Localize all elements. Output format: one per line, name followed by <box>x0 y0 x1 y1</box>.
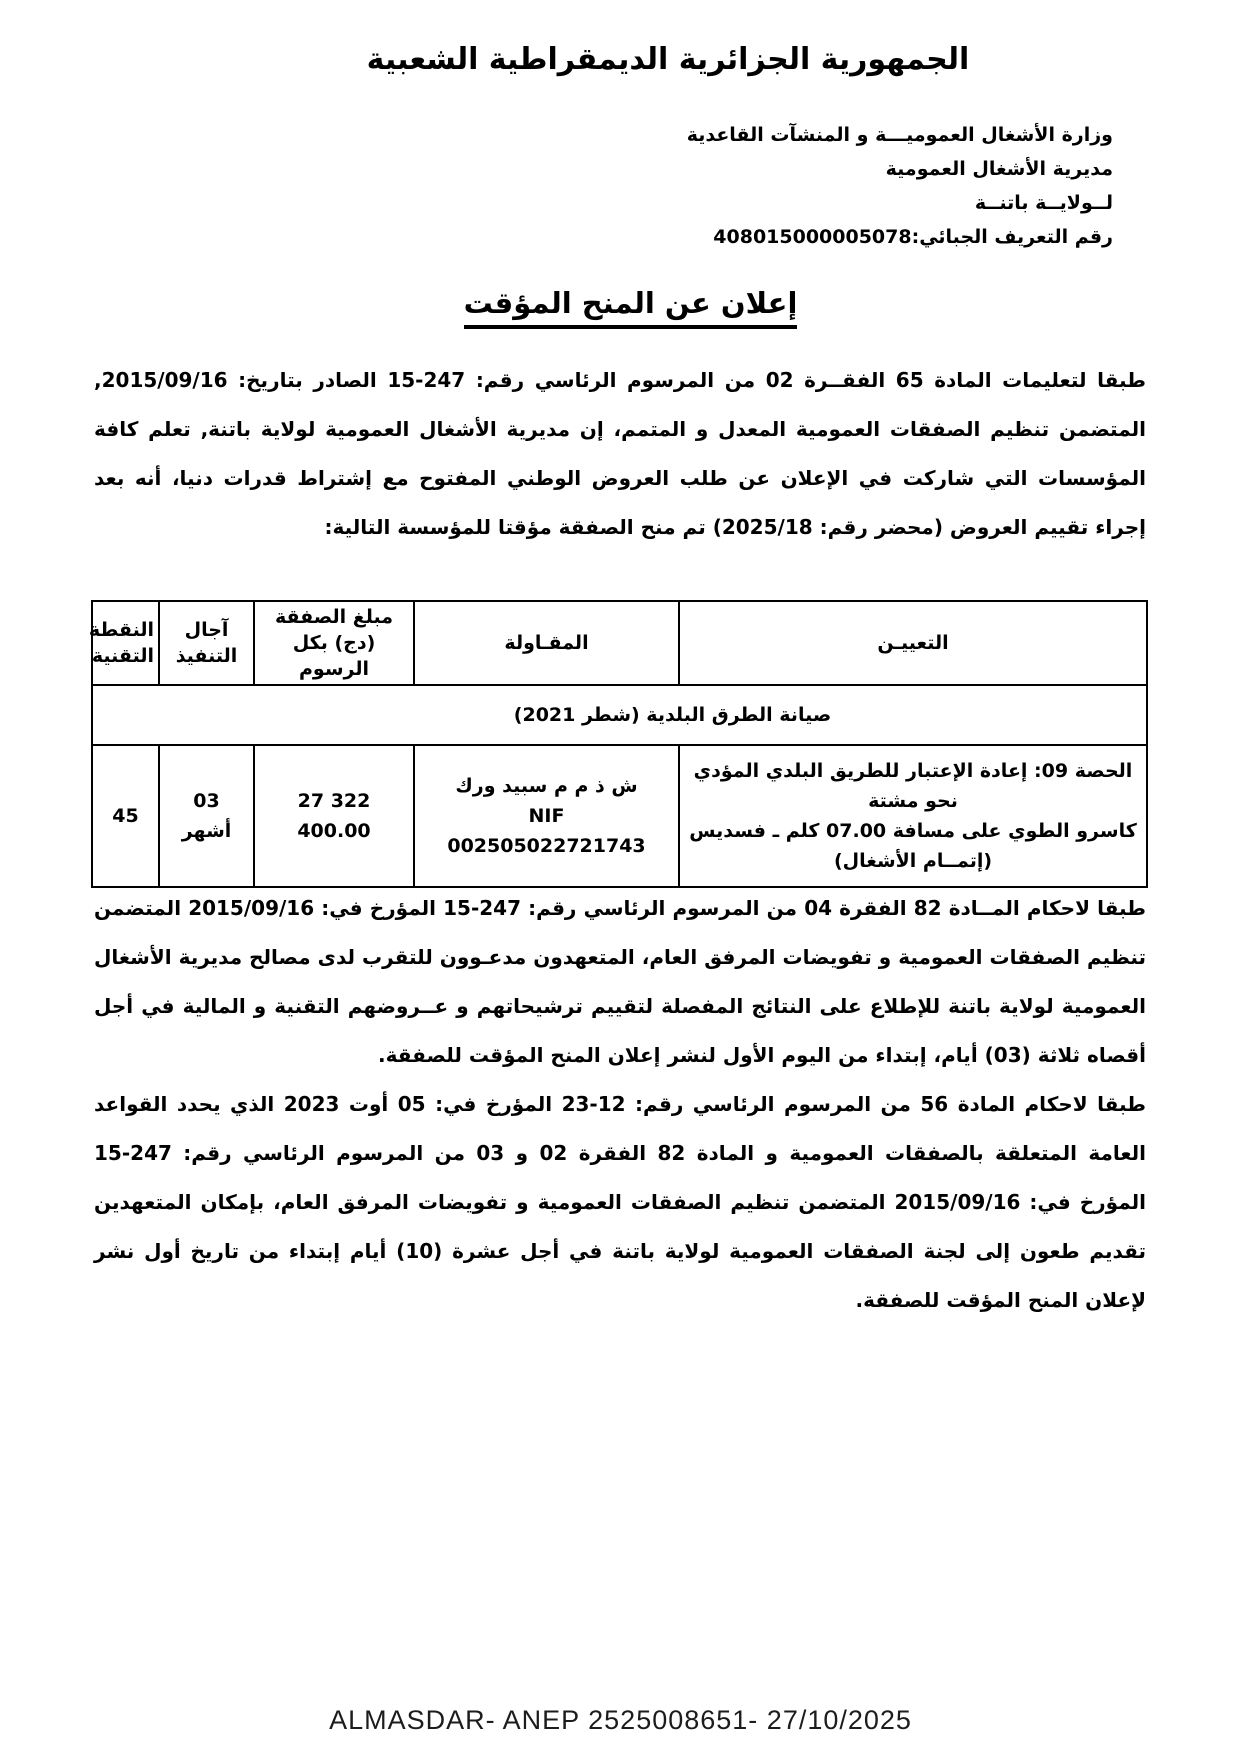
designation-line: (إتمــام الأشغال) <box>833 850 993 872</box>
duration-unit: أشهر <box>181 820 232 842</box>
anep-footer-line: ALMASDAR- ANEP 2525008651- 27/10/2025 <box>329 1705 912 1735</box>
wilaya-line: لــولايــة باتنــة <box>974 192 1113 214</box>
ministry-line: وزارة الأشغال العموميـــة و المنشآت القاعدية <box>686 124 1113 146</box>
table-header-row <box>92 601 1147 685</box>
duration-value: 03 <box>193 790 220 812</box>
lower-paragraphs <box>94 884 1146 1325</box>
section-title: صيانة الطرق البلدية (شطر 2021) <box>92 685 1147 745</box>
duration-cell <box>159 745 254 887</box>
header-score: النقطة التقنية <box>92 601 159 685</box>
ministry-header-block <box>687 118 1113 254</box>
header-amount: مبلغ الصفقة (دج) بكل الرسوم <box>254 601 414 685</box>
header-duration: آجال التنفيذ <box>159 601 254 685</box>
appeals-paragraph: طبقا لاحكام المادة 56 من المرسوم الرئاسي رقم: 12-23 المؤرخ في: 05 أوت 2023 الذي يحدد القواعد العامة المتعلقة بالصفقات العمومية و المادة 82 الفقرة 02 و 03 من المرسوم الرئاسي رقم: 247-15 المؤرخ في: 2015/09/16 المتضمن تنظيم الصفقات العمومية و تفويضات المرفق العام، بإمكان المتعهدين تقديم طعون إلى لجنة الصفقات العمومية لولاية باتنة في أجل عشرة (10) أيام إبتداء من تاريخ أول نشر لإعلان المنح المؤقت للصفقة. <box>94 1092 1147 1312</box>
contractor-name: ش ذ م م سبيد ورك <box>455 775 638 797</box>
award-table <box>88 600 1148 888</box>
designation-cell <box>679 745 1147 887</box>
table-row <box>92 745 1147 887</box>
table-section-row <box>92 685 1147 745</box>
header-designation: التعييـن <box>679 601 1147 685</box>
announcement-title: إعلان عن المنح المؤقت <box>464 286 798 329</box>
announcement-title-wrap <box>0 286 1241 329</box>
republic-title: الجمهورية الجزائرية الديمقراطية الشعبية <box>366 42 970 77</box>
contractor-nif-number: 002505022721743 <box>447 835 646 857</box>
results-paragraph: طبقا لاحكام المــادة 82 الفقرة 04 من المرسوم الرئاسي رقم: 247-15 المؤرخ في: 2015/09/16 المتضمن تنظيم الصفقات العمومية و تفويضات المرفق العام، المتعهدون مدعـوون للتقرب لدى مصالح مديرية الأشغال العمومية لولاية باتنة للإطلاع على النتائج المفصلة لتقييم ترشيحاتهم و عــروضهم التقنية و المالية في أجل أقصاه ثلاثة (03) أيام، إبتداء من اليوم الأول لنشر إعلان المنح المؤقت للصفقة. <box>94 896 1147 1067</box>
designation-line: كاسرو الطوي على مسافة 07.00 كلم ـ فسديس <box>689 820 1137 842</box>
designation-line: الحصة 09: إعادة الإعتبار للطريق البلدي المؤدي نحو مشتة <box>693 760 1133 812</box>
technical-score-cell: 45 <box>92 745 159 887</box>
contractor-nif-label: NIF <box>528 805 565 827</box>
amount-cell: 27 322 400.00 <box>254 745 414 887</box>
directorate-line: مديرية الأشغال العمومية <box>885 158 1113 180</box>
intro-paragraph: طبقا لتعليمات المادة 65 الفقــرة 02 من المرسوم الرئاسي رقم: 247-15 الصادر بتاريخ: 2015/09/16, المتضمن تنظيم الصفقات العمومية المعدل و المتمم، إن مديرية الأشغال العمومية لولاية باتنة, تعلم كافة المؤسسات التي شاركت في الإعلان عن طلب العروض الوطني المفتوح مع إشتراط قدرات دنيا، أنه بعد إجراء تقييم العروض (محضر رقم: 2025/18) تم منح الصفقة مؤقتا للمؤسسة التالية: <box>94 368 1146 539</box>
header-contractor: المقـاولة <box>414 601 679 685</box>
tax-id-line: رقم التعريف الجبائي:408015000005078 <box>713 226 1113 248</box>
contractor-cell <box>414 745 679 887</box>
